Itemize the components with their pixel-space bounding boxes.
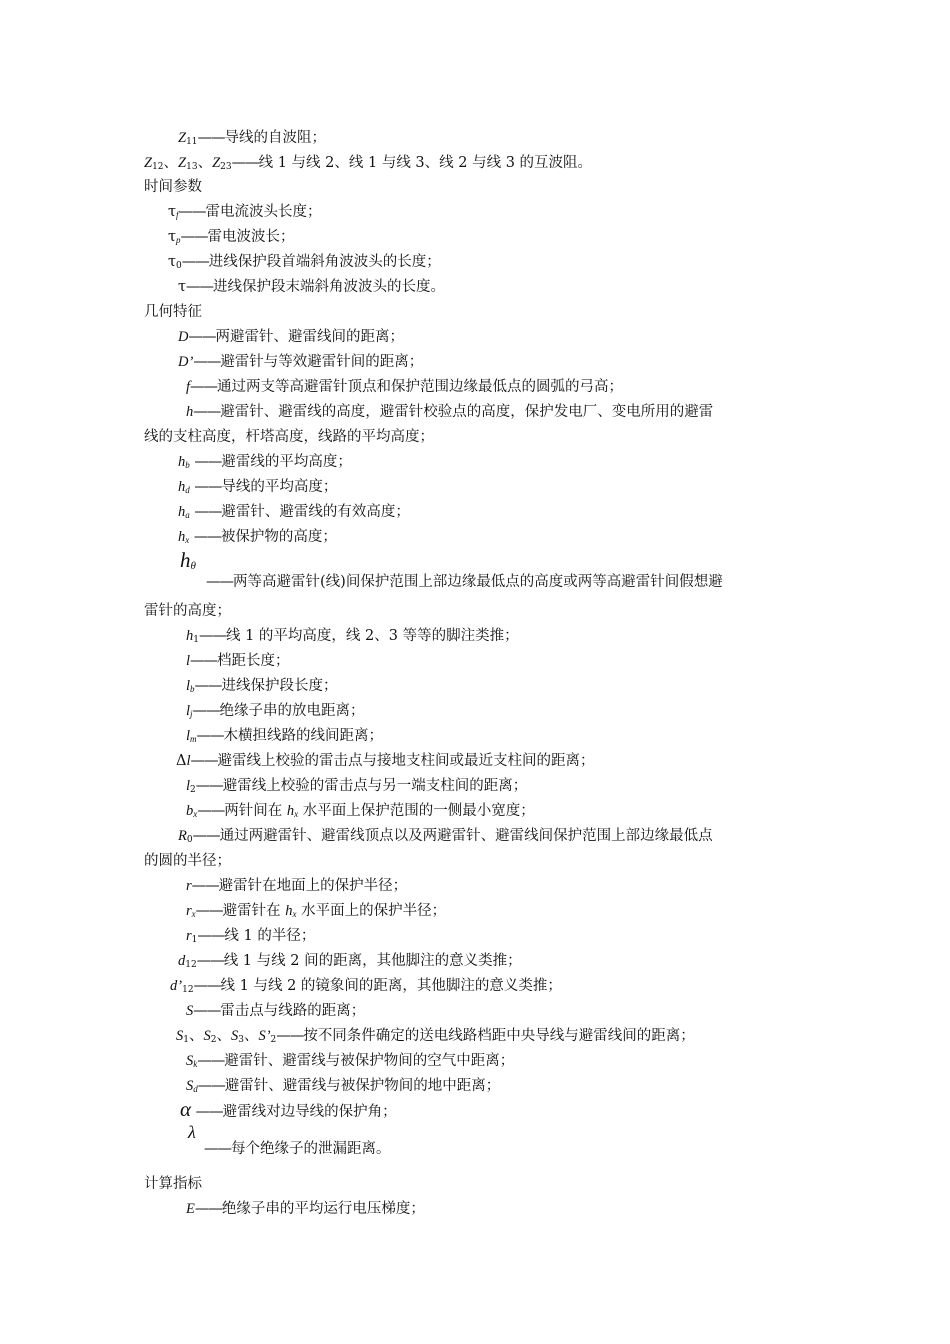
def-bx: $b_x——$两针间在 $h_x$ 水平面上保护范围的一侧最小宽度； (186, 803, 535, 819)
def-R0-line1: $R_0——$通过两避雷针、避雷线顶点以及两避雷针、避雷线间保护范围上部边缘最低点 (178, 828, 713, 845)
def-S123: $S_1$、$S_2$、$S_3$、$S’_2——$按不同条件确定的送电线路档距中央导线与避雷线间的距离； (176, 1028, 695, 1045)
def-lb: $l_b——$进线保护段长度； (186, 678, 338, 694)
def-f: f——通过两支等高避雷针顶点和保护范围边缘最低点的圆弧的弓高； (186, 379, 624, 395)
symbol-h-theta: $h_\theta$ (180, 548, 196, 572)
def-lambda: ——每个绝缘子的泄漏距离。 (204, 1141, 391, 1157)
def-alpha: α ——避雷线对边导线的保护角； (180, 1097, 397, 1121)
def-l: l——档距长度； (186, 653, 290, 669)
section-time: 时间参数 (144, 179, 202, 195)
def-E: E——绝缘子串的平均运行电压梯度； (186, 1201, 425, 1217)
def-r: r——避雷针在地面上的保护半径； (186, 878, 408, 894)
def-h-theta-line2: 雷针的高度； (144, 603, 231, 619)
def-R0-line2: 的圆的半径； (144, 853, 231, 869)
def-lj: $l_j——$绝缘子串的放电距离； (186, 703, 365, 719)
def-S: S——雷击点与线路的距离； (186, 1003, 366, 1019)
def-z12: $Z_{12}$、$Z_{13}$、$Z_{23}——$线 1 与线 2、线 1 与线 3、线 2 与线 3 的互波阻。 (144, 155, 593, 172)
def-D-prime: D’——避雷针与等效避雷针间的距离； (178, 354, 424, 370)
def-h-theta-line1: ——两等高避雷针(线)间保护范围上部边缘最低点的高度或两等高避雷针间假想避 (206, 574, 723, 590)
def-d12: $d_{12}——$线 1 与线 2 间的距离，其他脚注的意义类推； (178, 953, 522, 970)
def-d-prime-12: $d’_{12}——$线 1 与线 2 的镜象间的距离，其他脚注的意义类推； (170, 978, 562, 995)
def-Sd: $S_d——$避雷针、避雷线与被保护物间的地中距离； (186, 1078, 501, 1094)
def-tau: τ——进线保护段末端斜角波波头的长度。 (178, 279, 446, 295)
def-z11: $Z_{11}——$导线的自波阻； (178, 130, 327, 147)
def-ha: $h_a$ ——避雷针、避雷线的有效高度； (178, 504, 410, 520)
def-l2: $l_2——$避雷线上校验的雷击点与另一端支柱间的距离； (186, 778, 528, 795)
def-r1: $r_1——$线 1 的半径； (186, 928, 316, 945)
def-tau-0: $\tau_0——$进线保护段首端斜角波波头的长度； (168, 254, 441, 271)
def-Sk: $S_k——$避雷针、避雷线与被保护物间的空气中距离； (186, 1053, 515, 1069)
def-tau-f: $\tau_f——$雷电流波头长度； (168, 204, 322, 220)
def-h-line2: 线的支柱高度，杆塔高度，线路的平均高度； (144, 429, 434, 445)
def-lm: $l_m——$木横担线路的线间距离； (186, 728, 384, 744)
def-tau-p: $\tau_p——$雷电波波长； (168, 229, 295, 245)
def-D: D——两避雷针、避雷线间的距离； (178, 329, 404, 345)
def-h1: $h_1——$线 1 的平均高度，线 2、3 等等的脚注类推； (186, 628, 519, 645)
def-hd: $h_d$ ——导线的平均高度； (178, 479, 338, 495)
def-hx: $h_x$ ——被保护物的高度； (178, 529, 337, 545)
symbol-lambda: λ (188, 1122, 196, 1142)
def-h-line1: h——避雷针、避雷线的高度，避雷针校验点的高度，保护发电厂、变电所用的避雷 (186, 404, 714, 420)
def-rx: $r_x——$避雷针在 $h_x$ 水平面上的保护半径； (186, 903, 447, 919)
section-geometry: 几何特征 (144, 304, 202, 320)
def-delta-l: Δl——避雷线上校验的雷击点与接地支柱间或最近支柱间的距离； (176, 753, 595, 769)
def-hb: $h_b$ ——避雷线的平均高度； (178, 454, 352, 470)
section-calc: 计算指标 (144, 1176, 202, 1192)
